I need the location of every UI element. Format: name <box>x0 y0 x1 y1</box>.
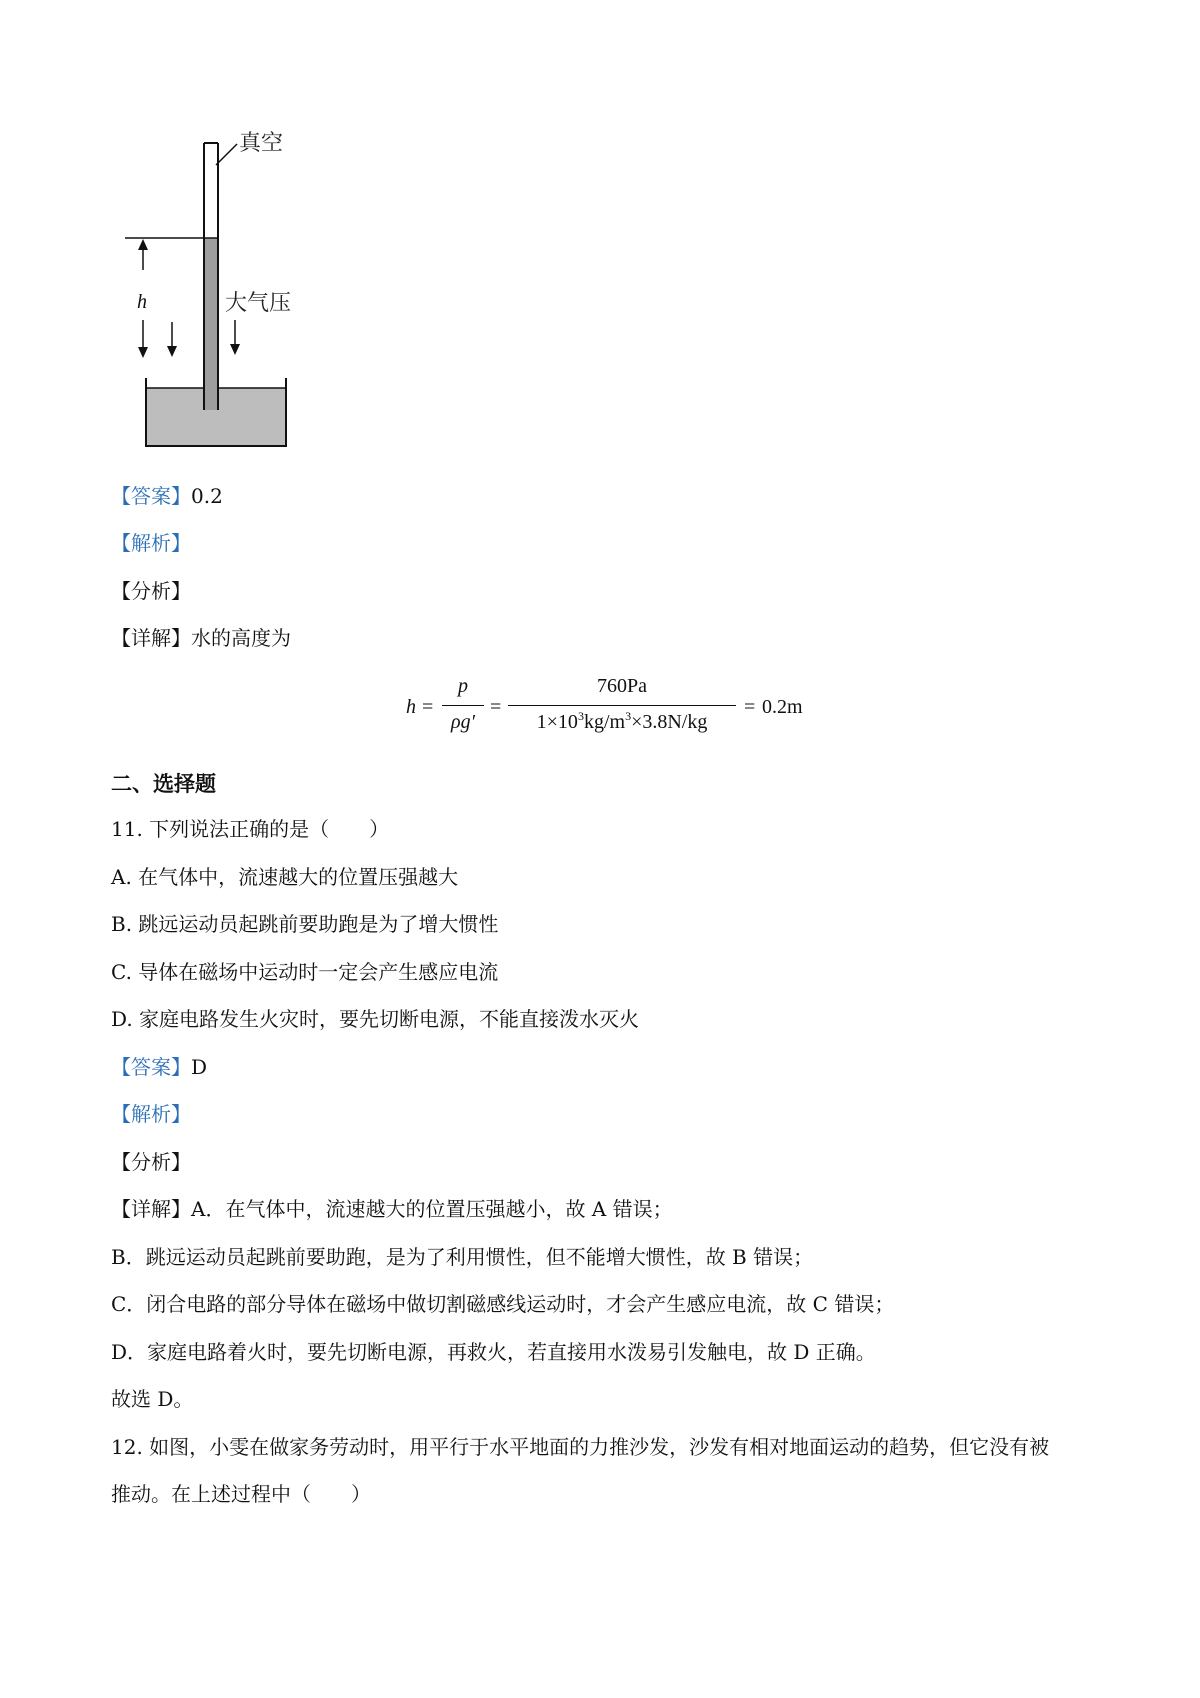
q11-answer-value: D <box>191 1055 208 1079</box>
fenxi-tag: 【分析】 <box>111 579 191 603</box>
q11-analysis-tag: 【解析】 <box>111 1102 191 1126</box>
q11-answer-tag: 【答案】 <box>111 1055 191 1079</box>
fraction1-denominator: ρg′ <box>451 711 475 733</box>
q11-analysis-line <box>111 1100 191 1128</box>
fraction2-numerator: 760Pa <box>597 675 647 697</box>
formula-eq1: = <box>422 696 434 718</box>
fraction1-numerator: p <box>458 675 468 697</box>
section-title: 二、选择题 <box>111 772 216 796</box>
barometer-figure <box>125 130 325 460</box>
q10-detail-line <box>111 624 291 652</box>
answer-value: 0.2 <box>191 484 223 508</box>
q11-conclusion: 故选 D。 <box>111 1387 194 1411</box>
q10-fenxi-line <box>111 577 191 605</box>
q11-answer-line <box>111 1053 207 1081</box>
formula-eq3: = <box>744 696 756 718</box>
q10-analysis-line <box>111 529 191 557</box>
q11-detail-a: A．在气体中，流速越大的位置压强越小，故 A 错误； <box>191 1197 673 1221</box>
den-part-c: ×3.8N/kg <box>631 711 708 733</box>
fraction2-bar <box>508 705 736 706</box>
q11-detail-b: B．跳远运动员起跳前要助跑，是为了利用惯性，但不能增大惯性，故 B 错误； <box>111 1245 814 1269</box>
q11-option-b: B. 跳远运动员起跳前要助跑是为了增大惯性 <box>111 912 499 936</box>
detail-tag: 【详解】 <box>111 626 191 650</box>
q10-answer-line <box>111 482 223 510</box>
answer-tag: 【答案】 <box>111 484 191 508</box>
formula-result: 0.2m <box>762 696 803 718</box>
height-arrow-down-head <box>138 347 148 358</box>
q12-stem-line2: 推动。在上述过程中（ ） <box>111 1482 371 1506</box>
analysis-tag: 【解析】 <box>111 531 191 555</box>
fraction-p-over-rho-g <box>442 675 484 747</box>
q12-stem-line1: 12. 如图，小雯在做家务劳动时，用平行于水平地面的力推沙发，沙发有相对地面运动的趋势，但它没有被 <box>111 1435 1050 1459</box>
detail-text: 水的高度为 <box>191 626 291 650</box>
q11-fenxi-tag: 【分析】 <box>111 1150 191 1174</box>
q11-detail-d: D．家庭电路着火时，要先切断电源，再救火，若直接用水泼易引发触电，故 D 正确。 <box>111 1340 876 1364</box>
den-part-a: 1×10 <box>536 711 578 733</box>
q11-option-d: D. 家庭电路发生火灾时，要先切断电源，不能直接泼水灭火 <box>111 1007 640 1031</box>
den-sup-2: 3 <box>625 709 632 723</box>
fraction-numeric <box>508 675 736 747</box>
q11-option-a: A. 在气体中，流速越大的位置压强越大 <box>111 865 459 889</box>
den-part-b: kg/m <box>583 711 626 733</box>
pressure-label: 大气压 <box>225 291 292 316</box>
height-formula <box>400 675 820 747</box>
den-sup-1: 3 <box>577 709 584 723</box>
height-arrow-up-head <box>138 239 148 250</box>
formula-eq2: = <box>490 696 502 718</box>
height-label: h <box>137 291 147 313</box>
q11-detail-line-a <box>111 1195 673 1223</box>
q11-stem: 11. 下列说法正确的是（ ） <box>111 817 390 841</box>
q11-detail-tag: 【详解】 <box>111 1197 191 1221</box>
tube-liquid-column <box>204 238 218 410</box>
q11-fenxi-line <box>111 1148 191 1176</box>
vacuum-label: 真空 <box>239 131 284 156</box>
formula-lhs: h <box>406 696 416 718</box>
q11-option-c: C. 导体在磁场中运动时一定会产生感应电流 <box>111 960 499 984</box>
fraction2-denominator <box>508 711 736 734</box>
fraction1-bar <box>442 705 484 706</box>
vacuum-pointer <box>216 144 237 165</box>
pressure-arrow-2-head <box>230 344 240 355</box>
q11-detail-c: C．闭合电路的部分导体在磁场中做切割磁感线运动时，才会产生感应电流，故 C 错误； <box>111 1292 895 1316</box>
pressure-arrow-1-head <box>167 346 177 357</box>
